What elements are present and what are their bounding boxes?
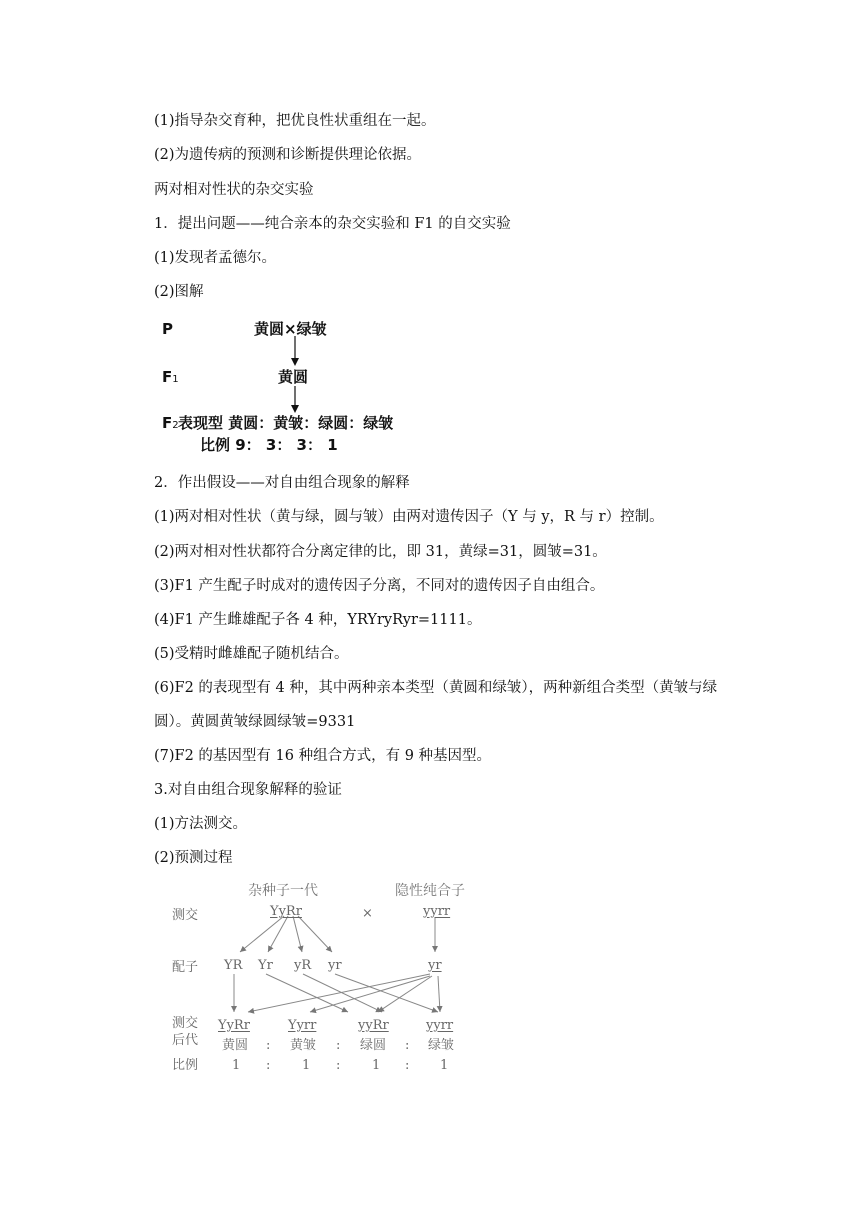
offspring-genotype: yyRr — [358, 1018, 389, 1033]
hybrid-label: 杂种子一代 — [248, 883, 318, 899]
offspring-phenotype: 绿皱 — [428, 1038, 455, 1053]
gamete: YR — [224, 958, 243, 973]
gamete: yR — [294, 958, 312, 973]
text-line: (2)图解 — [154, 284, 204, 300]
text-line: (2)预测过程 — [154, 850, 233, 866]
offspring-label: 后代 — [172, 1033, 199, 1048]
testcross-diagram — [160, 878, 490, 1078]
testcross-label: 测交 — [172, 908, 199, 923]
gamete-label: 配子 — [172, 960, 199, 975]
f2-ratio: 比例 9： 3： 3： 1 — [200, 436, 338, 454]
cross-symbol: × — [362, 906, 373, 921]
f1-phenotype: 黄圆 — [278, 368, 309, 386]
f2-label: F2 — [162, 414, 179, 432]
offspring-label: 测交 — [172, 1016, 199, 1031]
text-line: (1)两对相对性状（黄与绿，圆与皱）由两对遗传因子（Y 与 y，R 与 r）控制。 — [154, 509, 664, 525]
cross-diagram — [158, 314, 418, 454]
recessive-label: 隐性纯合子 — [395, 883, 465, 899]
section-heading: 两对相对性状的杂交实验 — [154, 182, 314, 198]
text-line: (7)F2 的基因型有 16 种组合方式，有 9 种基因型。 — [154, 748, 492, 764]
section-heading: 3.对自由组合现象解释的验证 — [154, 782, 342, 798]
f2-phenotypes: 表现型 黄圆：黄皱：绿圆：绿皱 — [178, 414, 394, 432]
text-line: (6)F2 的表现型有 4 种，其中两种亲本类型（黄圆和绿皱），两种新组合类型（黄皱与绿 — [154, 680, 718, 696]
text-line: (5)受精时雌雄配子随机结合。 — [154, 646, 349, 662]
text-line: (1)指导杂交育种，把优良性状重组在一起。 — [154, 113, 436, 129]
text-line: (2)两对相对性状都符合分离定律的比，即 31，黄绿=31，圆皱=31。 — [154, 544, 607, 560]
f1-label: F1 — [162, 368, 179, 386]
gamete: yr — [328, 958, 342, 973]
offspring-genotype: yyrr — [426, 1018, 454, 1033]
recessive-gamete: yr — [428, 958, 442, 973]
offspring-phenotype: 绿圆 — [360, 1038, 387, 1053]
offspring-phenotype: 黄皱 — [290, 1038, 317, 1053]
p-label: P — [162, 320, 173, 338]
text-line: (4)F1 产生雌雄配子各 4 种，YRYryRyr=1111。 — [154, 612, 482, 628]
ratio-colon: : — [266, 1058, 271, 1073]
ratio-colon: : — [405, 1058, 410, 1073]
text-line: (1)方法测交。 — [154, 816, 248, 832]
ratio-value: 1 — [232, 1058, 241, 1073]
ratio-colon: : — [336, 1038, 341, 1053]
offspring-genotype: Yyrr — [288, 1018, 317, 1033]
offspring-genotype: YyRr — [218, 1018, 250, 1033]
text-line: (1)发现者孟德尔。 — [154, 250, 277, 266]
parent-cross: 黄圆×绿皱 — [254, 320, 327, 338]
text-line: (3)F1 产生配子时成对的遗传因子分离，不同对的遗传因子自由组合。 — [154, 578, 605, 594]
ratio-value: 1 — [302, 1058, 311, 1073]
ratio-colon: : — [336, 1058, 341, 1073]
text-line: 2．作出假设——对自由组合现象的解释 — [154, 475, 410, 491]
text-line: (2)为遗传病的预测和诊断提供理论依据。 — [154, 147, 422, 163]
parent-genotype: YyRr — [270, 904, 302, 919]
ratio-colon: : — [405, 1038, 410, 1053]
gamete: Yr — [258, 958, 273, 973]
recessive-genotype: yyrr — [423, 904, 451, 919]
ratio-colon: : — [266, 1038, 271, 1053]
ratio-label: 比例 — [172, 1058, 199, 1073]
offspring-phenotype: 黄圆 — [222, 1038, 249, 1053]
text-line: 1．提出问题——纯合亲本的杂交实验和 F1 的自交实验 — [154, 216, 511, 232]
ratio-value: 1 — [372, 1058, 381, 1073]
text-line: 圆）。黄圆黄皱绿圆绿皱=9331 — [154, 714, 356, 730]
ratio-value: 1 — [440, 1058, 449, 1073]
